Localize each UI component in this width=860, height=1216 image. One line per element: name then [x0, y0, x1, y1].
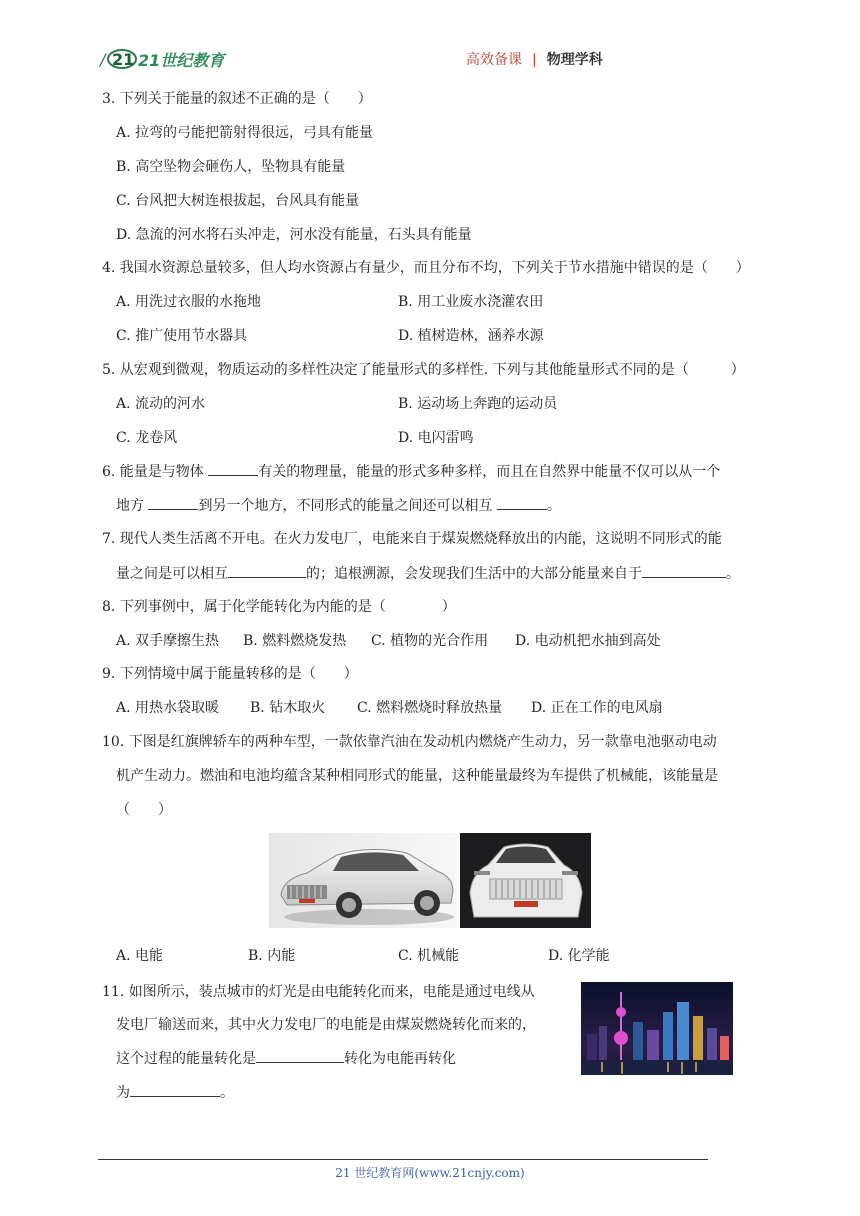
question-7-line-1: 7. 现代人类生活离不开电。在火力发电厂，电能来自于煤炭燃烧释放出的内能，这说明不同形式的能	[102, 531, 722, 547]
question-10-line-3: （ ）	[116, 802, 172, 818]
question-6-text-2: 有关的物理量，能量的形式多种多样，而且在自然界中能量不仅可以从一个	[258, 464, 721, 480]
question-6-line-1	[102, 461, 720, 482]
question-11-text-1: 这个过程的能量转化是	[116, 1051, 256, 1067]
question-7-text-1: 量之间是可以相互	[116, 566, 228, 582]
question-11-line-1: 11. 如图所示，装点城市的灯光是由电能转化而来，电能是通过电线从	[102, 984, 535, 1000]
question-5-option-c: C. 龙卷风	[116, 430, 178, 446]
question-5-option-d: D. 电闪雷鸣	[398, 430, 474, 446]
question-9-option-a: A. 用热水袋取暖	[116, 700, 220, 716]
question-4-option-c: C. 推广使用节水器具	[116, 328, 248, 344]
question-9-option-d: D. 正在工作的电风扇	[531, 700, 663, 716]
svg-text:21: 21	[112, 50, 135, 69]
footer-source: 21 世纪教育网(www.21cnjy.com)	[335, 1166, 525, 1180]
electric-car-image	[460, 833, 591, 928]
question-3-stem: 3. 下列关于能量的叙述不正确的是（ ）	[102, 91, 372, 107]
question-9-option-c: C. 燃料燃烧时释放热量	[357, 700, 503, 716]
question-4-option-a: A. 用洗过衣服的水拖地	[116, 294, 262, 310]
answer-blank[interactable]	[497, 495, 547, 510]
question-10-option-b: B. 内能	[248, 948, 296, 964]
answer-blank[interactable]	[256, 1048, 344, 1063]
question-3-option-c: C. 台风把大树连根拔起，台风具有能量	[116, 193, 360, 209]
question-11-text-4: 。	[220, 1085, 234, 1101]
gasoline-car-image	[269, 833, 459, 928]
logo-text: 21世纪教育	[138, 51, 225, 70]
question-8-option-a: A. 双手摩擦生热	[116, 633, 220, 649]
question-10-line-1: 10. 下图是红旗牌轿车的两种车型，一款依靠汽油在发动机内燃烧产生动力，另一款靠电池驱动电动	[102, 734, 717, 750]
question-7-text-2: 的；追根溯源，会发现我们生活中的大部分能量来自于	[306, 566, 642, 582]
header-subject-b: 物理学科	[546, 52, 603, 68]
question-9-stem: 9. 下列情境中属于能量转移的是（ ）	[102, 666, 358, 682]
question-11-line-2: 发电厂输送而来，其中火力发电厂的电能是由煤炭燃烧转化而来的，	[116, 1017, 536, 1033]
question-11-text-3: 为	[116, 1085, 130, 1101]
answer-blank[interactable]	[148, 495, 198, 510]
footer-divider	[98, 1159, 708, 1160]
answer-blank[interactable]	[228, 563, 306, 578]
question-6-text-3: 地方	[116, 498, 149, 514]
answer-blank[interactable]	[130, 1082, 220, 1097]
question-6-text-5: 。	[546, 498, 561, 514]
question-6-text-1: 6. 能量是与物体	[102, 464, 209, 480]
question-4-option-b: B. 用工业废水浇灌农田	[398, 294, 544, 310]
question-4-stem: 4. 我国水资源总量较多，但人均水资源占有量少，而且分布不均，下列关于节水措施中错误的是（ ）	[102, 260, 750, 276]
question-5-option-b: B. 运动场上奔跑的运动员	[398, 396, 558, 412]
question-3-option-a: A. 拉弯的弓能把箭射得很远，弓具有能量	[116, 125, 374, 141]
header-subject	[466, 49, 603, 69]
question-8-stem: 8. 下列事例中，属于化学能转化为内能的是（ ）	[102, 599, 456, 615]
question-10-option-c: C. 机械能	[398, 948, 460, 964]
question-9-option-b: B. 钻木取火	[250, 700, 326, 716]
question-10-option-d: D. 化学能	[548, 948, 610, 964]
header-subject-a: 高效备课	[466, 52, 522, 68]
answer-blank[interactable]	[642, 563, 726, 578]
site-logo	[98, 44, 228, 74]
question-10-line-2: 机产生动力。燃油和电池均蕴含某种相同形式的能量，这种能量最终为车提供了机械能，该能量是	[116, 768, 718, 784]
question-5-option-a: A. 流动的河水	[116, 396, 206, 412]
question-8-option-c: C. 植物的光合作用	[371, 633, 489, 649]
question-11-line-4	[116, 1082, 234, 1103]
question-3-option-d: D. 急流的河水将石头冲走，河水没有能量，石头具有能量	[116, 227, 472, 243]
page-header	[0, 0, 860, 80]
question-4-option-d: D. 植树造林，涵养水源	[398, 328, 544, 344]
question-7-line-2	[116, 563, 740, 584]
question-8-option-b: B. 燃料燃烧发热	[243, 633, 347, 649]
question-3-option-b: B. 高空坠物会砸伤人，坠物具有能量	[116, 159, 346, 175]
city-night-lights-image	[581, 982, 733, 1075]
question-6-text-4: 到另一个地方，不同形式的能量之间还可以相互	[198, 498, 497, 514]
question-11-text-2: 转化为电能再转化	[344, 1051, 456, 1067]
header-slash-decoration: /	[100, 50, 106, 69]
question-10-option-a: A. 电能	[116, 948, 164, 964]
question-5-stem: 5. 从宏观到微观，物质运动的多样性决定了能量形式的多样性. 下列与其他能量形式不同的是（ ）	[102, 362, 745, 378]
question-11-line-3	[116, 1048, 456, 1069]
header-separator: |	[532, 52, 537, 68]
answer-blank[interactable]	[208, 461, 258, 476]
question-6-line-2	[116, 495, 561, 516]
question-7-text-3: 。	[726, 566, 740, 582]
question-8-option-d: D. 电动机把水抽到高处	[515, 633, 661, 649]
